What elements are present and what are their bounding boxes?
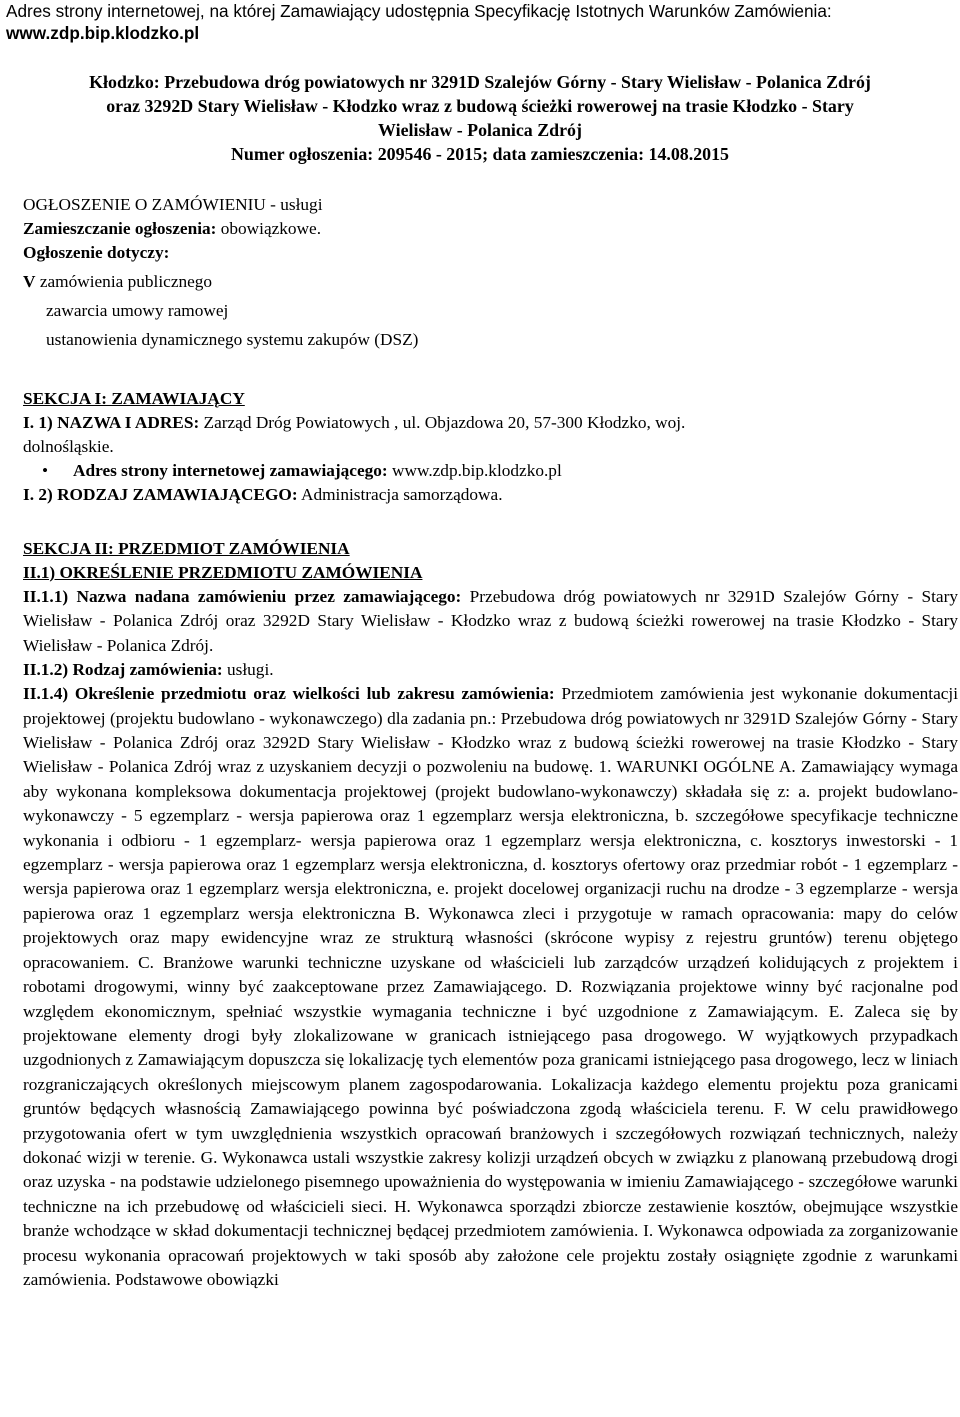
header-intro: Adres strony internetowej, na której Zamawiający udostępnia Specyfikację Istotnych Warunków Zamówienia: [6, 1, 832, 21]
notice-number: Numer ogłoszenia: 209546 - 2015; data zamieszczenia: 14.08.2015 [230, 144, 730, 164]
option-checked-mark: V [23, 272, 36, 291]
orderer-name-value-cont: dolnośląskie. [23, 437, 114, 456]
order-type-label: II.1.2) Rodzaj zamówienia: [23, 660, 223, 680]
placement-row [23, 217, 958, 241]
option-dynamic-system: ustanowienia dynamicznego systemu zakupów (DSZ) [46, 330, 419, 349]
section-2 [23, 537, 958, 1292]
bullet-icon: • [42, 461, 49, 480]
notice-type: OGŁOSZENIE O ZAMÓWIENIU - usługi [23, 195, 323, 214]
orderer-name-label: I. 1) NAZWA I ADRES: [23, 413, 200, 432]
order-name-value: Przebudowa dróg powiatowych nr 3291D Szalejów Górny - Stary Wielisław - Polanica Zdrój oraz 3292D Stary Wielisław - Kłodzko wraz z budową ścieżki rowerowej na trasie Kłodzko - Stary Wielisław - Polanica Zdrój. [23, 587, 958, 655]
title-line-1: Kłodzko: Przebudowa dróg powiatowych nr 3291D Szalejów Górny - Stary Wielisław - Polanica Zdrój [89, 72, 871, 92]
concerns-label: Ogłoszenie dotyczy: [23, 243, 170, 262]
order-type-row [23, 658, 958, 682]
section-1-heading: SEKCJA I: ZAMAWIAJĄCY [23, 389, 245, 408]
placement-label: Zamieszczanie ogłoszenia: [23, 219, 217, 238]
orderer-kind-value: Administracja samorządowa. [300, 485, 503, 504]
orderer-website-label: Adres strony internetowej zamawiającego: [73, 461, 388, 480]
orderer-kind-row [23, 483, 958, 507]
orderer-website-row [23, 459, 958, 483]
orderer-name-value: Zarząd Dróg Powiatowych , ul. Objazdowa 20, 57-300 Kłodzko, woj. [203, 413, 686, 432]
order-description-value: Przedmiotem zamówienia jest wykonanie dokumentacji projektowej (projektu budowlano - wykonawczego) dla zadania pn.: Przebudowa dróg powiatowych nr 3291D Szalejów Górny - Stary Wielisław - Polanica Zdrój oraz 3292D Stary Wielisław - Kłodzko wraz z budową ścieżki rowerowej na trasie Kłodzko - Stary Wielisław - Polanica Zdrój wraz z uzyskaniem decyzji o pozwoleniu na budowę. 1. WARUNKI OGÓLNE A. Zamawiający wymaga aby wykonana kompleksowa dokumentacja projektowej (projekt budowlano-wykonawczy) składała się z: a. projekt budowlano-wykonawczy - 5 egzemplarz - wersja papierowa oraz 1 egzemplarz wersja elektroniczna, b. szczegółowe specyfikacje techniczne wykonania i odbioru - 1 egzemplarz- wersja papierowa oraz 1 egzemplarz wersja elektroniczna, c. kosztorys inwestorski - 1 egzemplarz - wersja papierowa oraz 1 egzemplarz wersja elektroniczna, d. kosztorys ofertowy oraz przedmiar robót - 1 egzemplarz - wersja papierowa oraz 1 egzemplarz wersja elektroniczna, e. projekt docelowej organizacji ruchu na drodze - 3 egzemplarze - wersja papierowa oraz 1 egzemplarz wersja elektroniczna B. Wykonawca zleci i przygotuje w ramach opracowania: mapy do celów projektowych oraz mapy ewidencyjne wraz ze strukturą własności (skrócone wypisy z rejestru gruntów) terenu objętego opracowaniem. C. Branżowe warunki techniczne uzyskane od właścicieli lub zarządców urządzeń kolidujących z projektem i robotami drogowymi, winny być zaakceptowane przez Zamawiającego. D. Rozwiązania projektowe winny być racjonalne pod względem ekonomicznym, spełniać wszystkie wymagania techniczne i być uzgodnione z Zamawiającym. E. Zaleca się by projektowane elementy drogi były zlokalizowane w granicach istniejącego pasa drogowego. W wyjątkowych przypadkach uzgodnionych z Zamawiającym dopuszcza się lokalizację tych elementów poza granicami istniejącego pasa drogowego, lecz w liniach rozgraniczających określonych miejscowym planem zagospodarowania. Lokalizacja każdego elementu projektu poza granicami gruntów będących własnością Zamawiającego powinna być poświadczona zgodą właściciela terenu. F. W celu prawidłowego przygotowania ofert w tym uwzględnienia wszystkich opracowań branżowych i szczegółowych rozwiązań technicznych, należy dokonać wizji w terenie. G. Wykonawca ustali wszystkie zakresy kolizji urządzeń obcych w związku z planowaną przebudową drogi oraz uzyska - na podstawie udzielonego pisemnego upoważnienia do występowania w imieniu Zamawiającego - szczegółowe warunki techniczne na ich przebudowę od właścicieli sieci. H. Wykonawca sporządzi zbiorcze zestawienie kosztów, obejmujące wszystkie branże wchodzące w skład dokumentacji technicznej będącej przedmiotem zamówienia. I. Wykonawca odpowiada za zorganizowanie procesu wykonania opracowań projektowych w taki sposób aby założone cele projektu zostały osiągnięte zgodnie z warunkami zamówienia. Podstawowe obowiązki [23, 684, 959, 1289]
section-2-heading: SEKCJA II: PRZEDMIOT ZAMÓWIENIA [23, 539, 350, 558]
title-line-2: oraz 3292D Stary Wielisław - Kłodzko wraz z budową ścieżki rowerowej na trasie Kłodzko - Stary [106, 96, 854, 116]
orderer-name-row [23, 411, 958, 435]
order-description-row [23, 682, 958, 1292]
order-description-label: II.1.4) Określenie przedmiotu oraz wielkości lub zakresu zamówienia: [23, 684, 555, 704]
order-type-value: usługi. [227, 660, 274, 680]
option-public-order-label: zamówienia publicznego [39, 272, 213, 291]
header-block [6, 0, 956, 44]
option-public-order [23, 270, 958, 294]
option-framework-agreement: zawarcia umowy ramowej [46, 301, 229, 320]
title-line-3: Wielisław - Polanica Zdrój [378, 120, 582, 140]
order-name-label: II.1.1) Nazwa nadana zamówieniu przez zamawiającego: [23, 587, 462, 606]
orderer-kind-label: I. 2) RODZAJ ZAMAWIAJĄCEGO: [23, 485, 298, 504]
placement-value: obowiązkowe. [220, 219, 322, 238]
header-url-link[interactable]: www.zdp.bip.klodzko.pl [6, 23, 200, 43]
notice-info [23, 193, 958, 352]
order-name-row [23, 585, 958, 658]
notice-title [0, 70, 960, 166]
section-2-subheading: II.1) OKREŚLENIE PRZEDMIOTU ZAMÓWIENIA [23, 563, 423, 582]
section-1 [23, 387, 958, 507]
orderer-website-link[interactable]: www.zdp.bip.klodzko.pl [392, 461, 562, 480]
